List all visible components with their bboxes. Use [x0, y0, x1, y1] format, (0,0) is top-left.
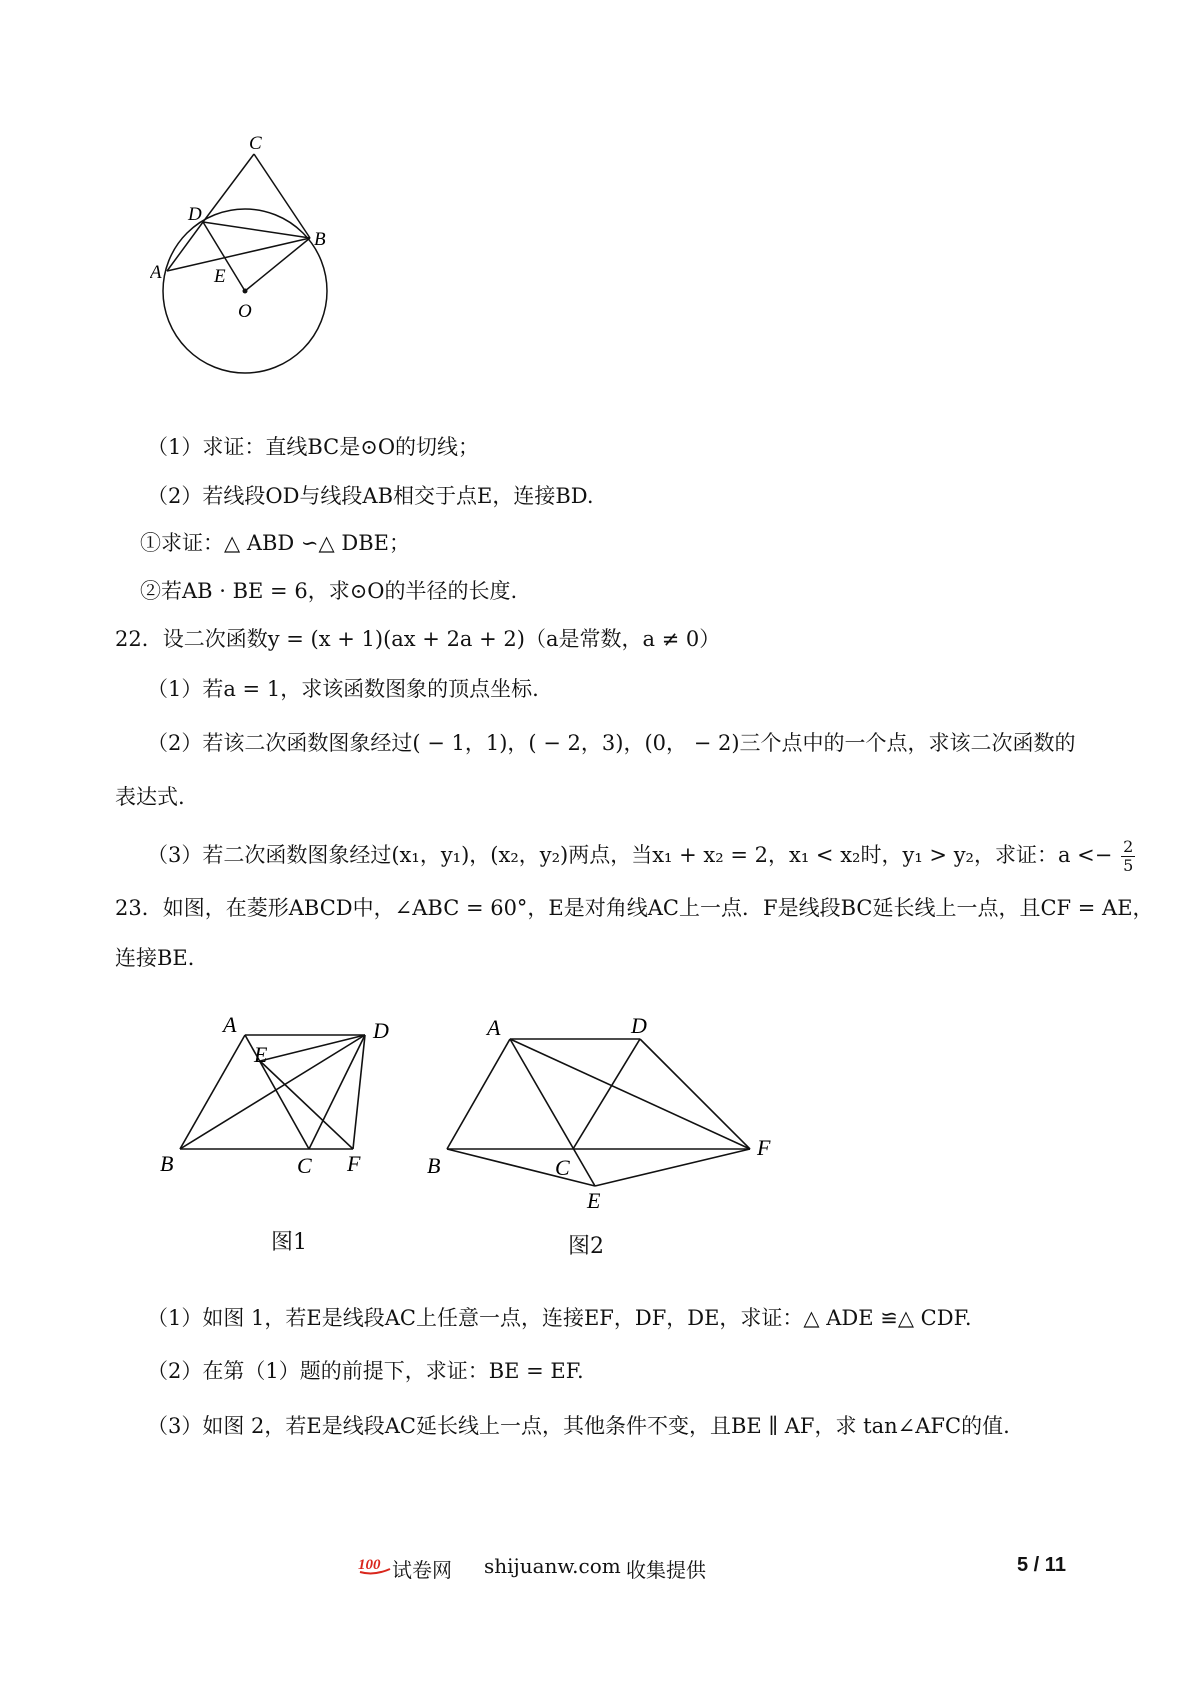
q22-stem: 22．设二次函数y = (x + 1)(ax + 2a + 2)（a是常数，a ≠ 0） [115, 627, 721, 651]
q23-sub1: （1）如图 1，若E是线段AC上任意一点，连接EF，DF，DE，求证：△ ADE ≌△ CDF. [147, 1306, 972, 1330]
label-a: A [150, 262, 162, 283]
label-e: E [214, 266, 226, 287]
footer-site-name: 试卷网 [392, 1558, 452, 1582]
q23-sub3: （3）如图 2，若E是线段AC延长线上一点，其他条件不变，且BE ∥ AF，求 tan∠AFC的值. [147, 1414, 1010, 1438]
figure-1 [155, 1005, 415, 1175]
fig1-label-c: C [297, 1153, 312, 1175]
q21-sub2-1: ①求证：△ ABD ∽△ DBE； [140, 531, 410, 555]
fig1-label-e: E [254, 1042, 268, 1067]
fig1-label-a: A [223, 1012, 237, 1037]
q22-sub3 [147, 838, 1135, 875]
footer-provided: 收集提供 [626, 1558, 706, 1582]
q22-sub1: （1）若a = 1，求该函数图象的顶点坐标. [147, 677, 539, 701]
fig2-label-b: B [427, 1153, 441, 1178]
fig2-label-a: A [487, 1015, 501, 1040]
circle-figure [150, 130, 370, 430]
q22-sub2-line1: （2）若该二次函数图象经过( − 1，1)，( − 2，3)，(0， − 2)三个点中的一个点，求该二次函数的 [147, 731, 1076, 755]
q21-sub2-2: ②若AB · BE = 6，求⊙O的半径的长度. [140, 579, 518, 603]
fig1-label-d: D [373, 1018, 389, 1043]
q23-stem-line2: 连接BE． [115, 946, 209, 970]
fraction-numerator: 2 [1123, 837, 1134, 856]
fig1-label-f: F [347, 1151, 361, 1175]
q23-stem-line1: 23．如图，在菱形ABCD中，∠ABC = 60°，E是对角线AC上一点．F是线段BC延长线上一点，且CF = AE， [115, 896, 1154, 920]
figure-2 [425, 1005, 795, 1210]
fraction-denominator: 5 [1123, 856, 1134, 875]
q21-sub1: （1）求证：直线BC是⊙O的切线； [147, 435, 480, 459]
fig2-label-c: C [555, 1155, 570, 1180]
label-o: O [238, 301, 252, 322]
q21-sub2: （2）若线段OD与线段AB相交于点E，连接BD. [147, 484, 594, 508]
fig2-label-f: F [757, 1135, 771, 1160]
q22-sub3-text: （3）若二次函数图象经过(x₁，y₁)，(x₂，y₂)两点，当x₁ + x₂ = 2，x₁ < x₂时，y₁ > y₂，求证：a <− [147, 843, 1113, 867]
figure-2-caption: 图2 [568, 1234, 604, 1259]
site-logo [358, 1553, 392, 1577]
fig1-label-b: B [160, 1151, 174, 1175]
label-d: D [188, 204, 202, 225]
footer-domain[interactable]: shijuanw.com [484, 1554, 621, 1578]
q22-sub2-line2: 表达式. [115, 785, 185, 809]
fig2-label-d: D [631, 1013, 647, 1038]
logo-text: 100 [358, 1557, 381, 1573]
fraction [1121, 838, 1135, 875]
label-c: C [249, 133, 262, 154]
fig2-label-e: E [587, 1188, 601, 1210]
label-b: B [314, 229, 326, 250]
figure-1-caption: 图1 [271, 1230, 307, 1255]
q23-sub2: （2）在第（1）题的前提下，求证：BE = EF. [147, 1359, 584, 1383]
page-number: 5 / 11 [1017, 1554, 1066, 1576]
